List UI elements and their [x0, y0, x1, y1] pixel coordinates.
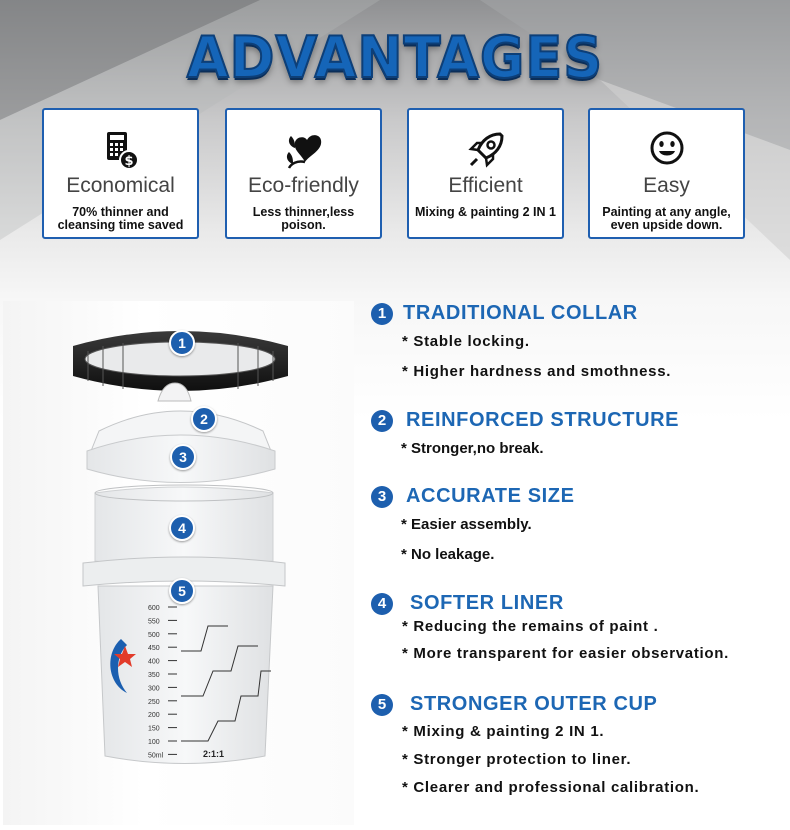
feature-bullet: * Mixing & painting 2 IN 1. — [402, 723, 605, 740]
feature-number: 1 — [371, 303, 393, 325]
callout-badge: 5 — [169, 578, 195, 604]
feature-number: 2 — [371, 410, 393, 432]
product-photo — [3, 301, 354, 825]
feature-bullet: * Clearer and professional calibration. — [402, 779, 700, 796]
feature-number: 4 — [371, 593, 393, 615]
feature-bullet: * Reducing the remains of paint . — [402, 618, 659, 635]
feature-title: ACCURATE SIZE — [406, 485, 575, 507]
feature-title: REINFORCED STRUCTURE — [406, 409, 680, 431]
card-desc: Mixing & painting 2 IN 1 — [415, 205, 556, 219]
leaf-heart-icon — [227, 130, 380, 170]
feature-title: STRONGER OUTER CUP — [410, 693, 658, 715]
card-name: Economical — [66, 174, 175, 197]
card-eco-friendly — [225, 108, 382, 239]
scale-label: 200 — [148, 712, 160, 720]
paint-cup-illustration — [3, 301, 354, 825]
advantage-cards — [42, 108, 750, 241]
scale-label: 400 — [148, 658, 160, 666]
feature-bullet: * Higher hardness and smothness. — [402, 363, 672, 380]
calculator-money-icon — [44, 130, 197, 170]
card-name: Eco-friendly — [248, 174, 359, 197]
feature-bullet: * Stronger protection to liner. — [402, 751, 632, 768]
card-desc: 70% thinner and cleansing time saved — [57, 205, 184, 232]
card-desc: Painting at any angle, even upside down. — [602, 205, 731, 232]
card-efficient — [407, 108, 564, 239]
feature-bullet: * Easier assembly. — [401, 516, 532, 533]
rocket-icon — [409, 130, 562, 170]
card-name: Efficient — [448, 174, 523, 197]
feature-bullet: * No leakage. — [401, 546, 495, 563]
feature-bullet: * Stronger,no break. — [401, 440, 544, 457]
scale-label: 350 — [148, 672, 160, 679]
callout-badge: 4 — [169, 515, 195, 541]
scale-label: 150 — [148, 725, 160, 733]
callout-badge: 1 — [169, 330, 195, 356]
feature-title: SOFTER LINER — [410, 592, 564, 614]
scale-label: 300 — [148, 685, 160, 693]
card-economical — [42, 108, 199, 239]
svg-text:$: $ — [123, 154, 134, 169]
ratio-label: 2:1:1 — [203, 749, 225, 759]
feature-bullet: * Stable locking. — [402, 333, 530, 350]
scale-label: 50ml — [148, 752, 164, 760]
card-name: Easy — [643, 174, 690, 197]
page-title: ADVANTAGES — [186, 24, 604, 91]
scale-label: 100 — [148, 739, 160, 746]
card-desc: Less thinner,less poison. — [252, 205, 355, 232]
callout-badge: 2 — [191, 406, 217, 432]
feature-number: 3 — [371, 486, 393, 508]
card-easy — [588, 108, 745, 239]
scale-label: 550 — [148, 618, 160, 626]
callout-badge: 3 — [170, 444, 196, 470]
feature-bullet: * More transparent for easier observation. — [402, 645, 729, 662]
scale-label: 450 — [148, 645, 160, 653]
feature-number: 5 — [371, 694, 393, 716]
scale-label: 250 — [148, 698, 160, 706]
feature-title: TRADITIONAL COLLAR — [403, 302, 638, 324]
scale-label: 600 — [148, 605, 160, 612]
scale-label: 500 — [148, 631, 160, 639]
smiley-face-icon — [590, 130, 743, 170]
